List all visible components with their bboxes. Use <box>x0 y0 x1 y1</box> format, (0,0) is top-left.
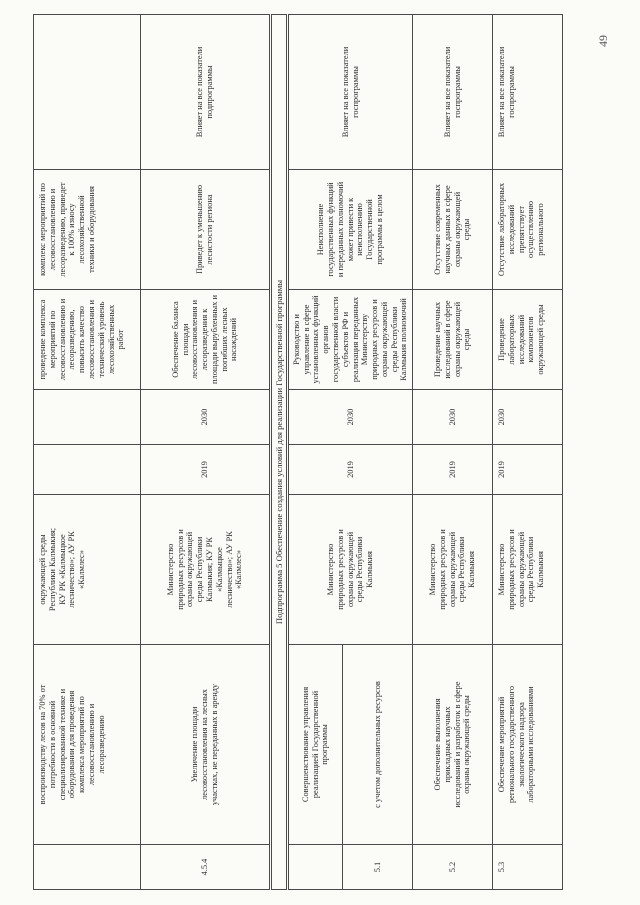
end-year-cell <box>34 390 141 445</box>
expected-result-cell: Обеспечение баланса площади лесовосстановления и лесоразведения к площади вырубленных и погибших лесных насаждений <box>141 290 271 390</box>
end-year-cell: 2030 <box>493 390 563 445</box>
responsible-executor-cell: окружающей среды Республики Калмыкия; КУ РК «Калмыцкое лесничество»; АУ РК «Калмлес» <box>34 495 141 645</box>
row-number-cell: 5.1 <box>343 845 413 890</box>
event-name-cell: Обеспечение выполнения прикладных научных исследований и разработок в сфере охраны окружающей среды <box>413 645 493 845</box>
event-name-cell: Увеличение площади лесовосстановления на лесных участках, не переданных в аренду <box>141 645 271 845</box>
expected-result-cell: Проведение лабораторных исследований компонентов окружающей среды <box>493 290 563 390</box>
expected-result-cell: Проведение научных исследований в сфере охраны окружающей среды <box>413 290 493 390</box>
indicator-relation-cell <box>34 15 141 170</box>
end-year-cell: 2030 <box>413 390 493 445</box>
table-row <box>141 15 271 890</box>
page-number: 49 <box>596 35 610 47</box>
end-year-cell: 2030 <box>288 390 413 445</box>
responsible-executor-cell: Министерство природных ресурсов и охраны окружающей среды Республики Калмыкия <box>493 495 563 645</box>
row-number-cell: 5.3 <box>493 845 563 890</box>
indicator-relation-cell: Влияет на все показатели подпрограммы <box>141 15 271 170</box>
section-heading-row <box>271 15 288 890</box>
event-name-cell: Обеспечение мероприятий регионального государственного экологического надзора лабораторными исследованиями <box>493 645 563 845</box>
start-year-cell: 2019 <box>493 445 563 495</box>
start-year-cell: 2019 <box>413 445 493 495</box>
table-row <box>413 15 493 890</box>
consequences-cell: Приведет к уменьшению лесистости региона <box>141 170 271 290</box>
event-name-cell: Совершенствование управления реализацией Государственной программы <box>288 645 343 845</box>
end-year-cell: 2030 <box>141 390 271 445</box>
table-row <box>34 15 141 890</box>
responsible-executor-cell: Министерство природных ресурсов и охраны окружающей среды Республики Калмыкия; КУ РК «Калмыцкое лесничество»; АУ РК «Калмлес» <box>141 495 271 645</box>
responsible-executor-cell: Министерство природных ресурсов и охраны окружающей среды Республики Калмыкия <box>288 495 413 645</box>
indicator-relation-cell: Влияет на все показатели госпрограммы <box>413 15 493 170</box>
subprogram-heading: Подпрограмма 5 Обеспечение создания условий для реализации Государственной программы <box>271 15 288 890</box>
consequences-cell: Отсутствие лабораторных исследований препятствует осуществлению регионального <box>493 170 563 290</box>
row-number-cell: 5.2 <box>413 845 493 890</box>
indicator-relation-cell: Влияет на все показатели госпрограммы <box>288 15 413 170</box>
row-number-cell: 4.5.4 <box>141 845 271 890</box>
table-row <box>493 15 563 890</box>
row-number-cell <box>288 845 343 890</box>
consequences-cell: комплекс мероприятий по лесовосстановлению и лесоразведению, приведет к 100% износу лесохозяйственной техники и оборудования <box>34 170 141 290</box>
start-year-cell: 2019 <box>141 445 271 495</box>
row-number-cell <box>34 845 141 890</box>
expected-result-cell: Руководство и управление в сфере установленных функций органов государственной власти субъектов РФ и реализация переданных Министерству природных ресурсов и охраны окружающей среды Республики Калмыкия полномочий <box>288 290 413 390</box>
start-year-cell: 2019 <box>288 445 413 495</box>
consequences-cell: Отсутствие современных научных данных в сфере охраны окружающей среды <box>413 170 493 290</box>
expected-result-cell: проведение комплекса мероприятий по лесовосстановлению и лесоразведению, повысить качество лесовосстановления и технический уровень лесохозяйственных работ <box>34 290 141 390</box>
event-name-cell: воспроизводству лесов на 70% от потребности в основной специализированной технике и оборудовании для проведения комплекса мероприятий по лесовосстановлению и лесоразведению <box>34 645 141 845</box>
consequences-cell: Неисполнение государственных функций и переданных полномочий может привести к неисполнению Государственной программы в целом <box>288 170 413 290</box>
event-name-detail-cell: с учетом дополнительных ресурсов <box>343 645 413 845</box>
start-year-cell <box>34 445 141 495</box>
table-row <box>288 15 343 890</box>
events-table <box>33 14 563 890</box>
responsible-executor-cell: Министерство природных ресурсов и охраны окружающей среды Республики Калмыкия <box>413 495 493 645</box>
indicator-relation-cell: Влияет на все показатели госпрограммы <box>493 15 563 170</box>
